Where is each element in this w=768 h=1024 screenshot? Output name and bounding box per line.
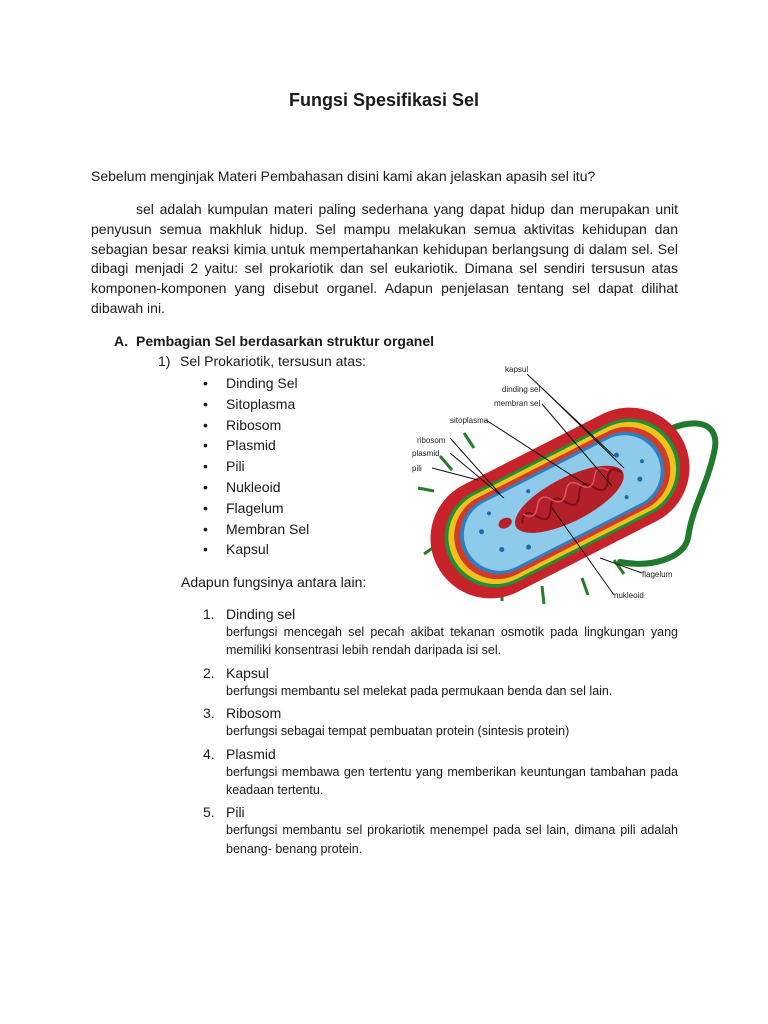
functions-intro: Adapun fungsinya antara lain: — [181, 574, 367, 590]
function-desc: berfungsi membantu sel prokariotik menempel pada sel lain, dimana pili adalah benang- benang protein. — [226, 823, 678, 856]
bullet-icon: • — [203, 478, 208, 495]
function-desc: berfungsi membantu sel melekat pada permukaan benda dan sel lain. — [226, 683, 613, 698]
function-number: 2. — [203, 664, 215, 681]
list-item — [203, 456, 309, 477]
function-item — [203, 704, 678, 740]
bullet-icon: • — [203, 458, 208, 475]
function-name: Ribosom — [226, 705, 282, 722]
bullet-icon: • — [203, 375, 208, 391]
section-heading-text: Pembagian Sel berdasarkan struktur organel — [136, 333, 434, 349]
subsection-prokariotik — [158, 353, 366, 369]
bullet-icon: • — [203, 437, 208, 454]
label-dinding-sel: dinding sel — [502, 385, 541, 394]
body-paragraph: sel adalah kumpulan materi paling sederhana yang dapat hidup dan merupakan unit penyusun semua makhluk hidup. Sel mampu melakukan semua aktivitas kehidupan dan sebagian besar reaksi kimia untuk mempertahankan kehidupan berlangsung di dalam sel. Sel dibagi menjadi 2 yaitu: sel prokariotik dan sel eukariotik. Dimana sel sendiri tersusun atas komponen-komponen yang disebut organel. Adapun penjelasan tentang sel dapat dilihat dibawah ini. — [91, 201, 678, 316]
prokaryotic-cell-diagram — [392, 358, 728, 608]
function-name: Plasmid — [226, 745, 276, 762]
list-item — [203, 373, 309, 394]
label-membran-sel: membran sel — [494, 399, 541, 408]
label-flagelum: flagelum — [642, 570, 673, 579]
component-list — [203, 373, 309, 560]
bullet-icon: • — [203, 541, 208, 558]
component-label: Flagelum — [226, 499, 284, 516]
label-ribosom: ribosom — [417, 436, 446, 445]
function-name: Pili — [226, 804, 245, 821]
bullet-icon: • — [203, 520, 208, 537]
function-item — [203, 803, 678, 858]
section-a-heading — [114, 333, 434, 349]
list-item — [203, 415, 309, 436]
bullet-icon: • — [203, 416, 208, 433]
label-nukleoid: nukleoid — [614, 591, 644, 600]
bullet-icon: • — [203, 499, 208, 516]
label-pili: pili — [412, 464, 422, 473]
function-number: 1. — [203, 606, 215, 622]
function-item — [203, 605, 678, 660]
function-list — [203, 605, 678, 862]
list-item — [203, 435, 309, 456]
label-kapsul: kapsul — [505, 365, 529, 374]
list-item — [203, 519, 309, 540]
component-label: Membran Sel — [226, 520, 310, 537]
function-name: Kapsul — [226, 664, 269, 681]
component-label: Plasmid — [226, 437, 276, 454]
component-label: Sitoplasma — [226, 395, 296, 412]
component-label: Ribosom — [226, 416, 282, 433]
function-item — [203, 664, 678, 700]
component-label: Dinding Sel — [226, 375, 298, 391]
component-label: Nukleoid — [226, 478, 281, 495]
function-desc: berfungsi membawa gen tertentu yang memberikan keuntungan tambahan pada keadaan tertentu. — [226, 764, 678, 798]
bullet-icon: • — [203, 395, 208, 412]
list-item — [203, 539, 309, 560]
subsection-heading: Sel Prokariotik, tersusun atas: — [180, 353, 366, 369]
function-number: 3. — [203, 705, 215, 722]
function-desc: berfungsi sebagai tempat pembuatan protein (sintesis protein) — [226, 724, 570, 739]
function-name: Dinding sel — [226, 606, 296, 622]
component-label: Pili — [226, 458, 245, 475]
list-item — [203, 498, 309, 519]
label-plasmid: plasmid — [412, 449, 440, 458]
section-letter: A. — [114, 333, 128, 349]
component-label: Kapsul — [226, 541, 269, 558]
intro-text: Sebelum menginjak Materi Pembahasan disini kami akan jelaskan apasih sel itu? — [91, 168, 596, 184]
list-item — [203, 477, 309, 498]
function-number: 4. — [203, 745, 215, 762]
function-item — [203, 745, 678, 800]
subsection-number: 1) — [158, 353, 171, 369]
function-number: 5. — [203, 804, 215, 821]
list-item — [203, 394, 309, 415]
label-sitoplasma: sitoplasma — [450, 416, 489, 425]
page-title: Fungsi Spesifikasi Sel — [288, 90, 480, 110]
function-desc: berfungsi mencegah sel pecah akibat tekanan osmotik pada lingkungan yang memiliki konsentrasi lebih rendah daripada isi sel. — [226, 625, 678, 658]
